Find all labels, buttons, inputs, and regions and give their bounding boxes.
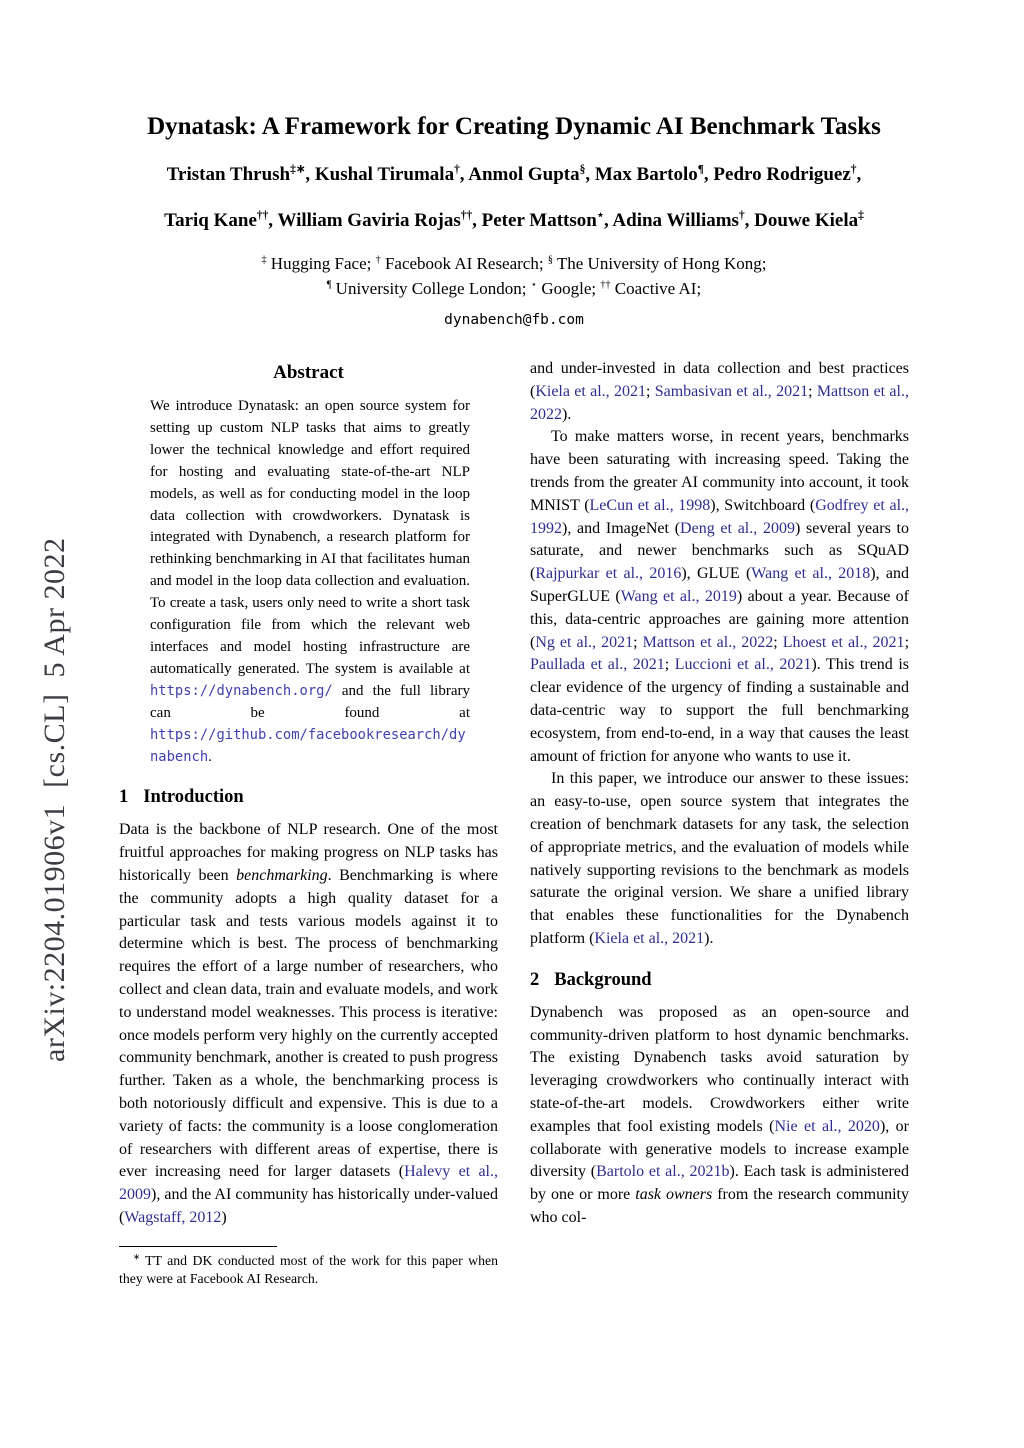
text-run: †	[454, 163, 460, 176]
intro-paragraph	[119, 819, 498, 1229]
text-run: †	[738, 209, 745, 222]
text-run: ).	[562, 405, 572, 423]
section-heading-introduction	[119, 787, 498, 808]
text-run: In this paper, we introduce our answer to these issues: an easy-to-use, open source system that integrates the creation of benchmark datasets for any task, the selection of appropriate metrics, and the evaluation of models while natively supporting revisions to the benchmark as models saturate the original version. We share a unified library that enables these functionalities for the Dynabench platform (	[530, 770, 909, 947]
text-run: Tariq Kane	[164, 210, 257, 231]
footnote-rule	[119, 1246, 277, 1247]
affiliation-line-1	[119, 254, 909, 274]
paper-title: Dynatask: A Framework for Creating Dynamic AI Benchmark Tasks	[147, 113, 881, 140]
citation-link[interactable]: Deng et al., 2009	[680, 519, 795, 537]
citation-link[interactable]: Sambasivan et al., 2021	[654, 382, 809, 400]
right-column	[530, 358, 909, 1289]
text-run: †	[375, 254, 381, 266]
text-run: §	[547, 254, 553, 266]
text-run: ,	[856, 164, 862, 185]
body-paragraph-contribution	[530, 768, 909, 950]
text-run: ¶	[326, 279, 332, 291]
text-run: , Adina Williams	[603, 210, 739, 231]
text-run: ⋆	[596, 209, 604, 222]
text-run: ⋆	[530, 279, 538, 291]
text-run: ) about a year. Because of this, data-centric approaches are gaining more attention (	[530, 587, 910, 651]
text-run: ). Each task is administered by one or more	[530, 1163, 909, 1204]
text-run: We introduce Dynatask: an open source system for setting up custom NLP tasks that aims to greatly lower the technical knowledge and effort required for hosting and evaluating state-of-the-art NLP models, as well as for conducting model in the loop data collection with crowdworkers. Dynatask is integrated with Dynabench, a research platform for rethinking benchmarking in AI that facilitates human and model in the loop data collection and evaluation. To create a task, users only need to write a short task configuration file from which the relevant web interfaces and model hosting infrastructure are automatically generated. The system is available at	[150, 398, 470, 677]
text-run: ), Switchboard (	[710, 496, 816, 514]
text-run: and the full library can be found at	[150, 682, 470, 721]
text-run: ††	[460, 209, 473, 222]
text-run: Data is the backbone of NLP research. One of the most fruitful approaches for making progress on NLP tasks has historically been	[119, 821, 498, 884]
text-run: Facebook AI Research;	[380, 254, 548, 273]
text-run: ) several years to saturate, and newer benchmarks such as SQuAD (	[530, 519, 909, 583]
section-title: Background	[554, 969, 652, 990]
abstract-text	[150, 396, 470, 768]
text-run: †	[850, 163, 857, 176]
text-run: )	[221, 1208, 227, 1226]
citation-link[interactable]: Mattson et al., 2022	[642, 633, 774, 651]
text-run: §	[579, 163, 586, 176]
text-run: TT and DK conducted most of the work for this paper when they were at Facebook AI Research.	[119, 1252, 498, 1287]
background-paragraph	[530, 1002, 909, 1230]
abstract-heading: Abstract	[273, 362, 344, 383]
text-run: ), and ImageNet (	[562, 519, 681, 537]
text-run: ;	[904, 633, 910, 651]
text-run: .	[208, 748, 212, 765]
text-run: ¶	[697, 163, 704, 176]
text-run: ), and SuperGLUE (	[530, 565, 910, 605]
text-run: , Anmol Gupta	[459, 164, 580, 185]
text-run: ), or collaborate with generative models to increase example diversity (	[530, 1117, 910, 1181]
url-link[interactable]: https://github.com/facebookresearch/dynabench	[150, 726, 466, 765]
text-run: from the research community who col-	[530, 1186, 909, 1226]
text-run: benchmarking	[236, 867, 328, 884]
citation-link[interactable]: Kiela et al., 2021	[535, 382, 646, 400]
text-run: task owners	[635, 1186, 713, 1204]
citation-link[interactable]: Mattson et al., 2022	[530, 382, 909, 423]
text-run: Tristan Thrush	[166, 164, 291, 185]
text-run: , Max Bartolo	[585, 164, 698, 185]
text-run: University College London;	[331, 279, 531, 298]
text-run: ), and the AI community has historically under-valued (	[119, 1186, 498, 1226]
text-run: ‡	[858, 209, 864, 222]
two-column-body	[119, 358, 909, 1289]
citation-link[interactable]: Luccioni et al., 2021	[674, 656, 812, 674]
author-line-1	[119, 164, 909, 186]
citation-link[interactable]: Wang et al., 2018	[751, 565, 871, 583]
text-run: ;	[664, 656, 675, 674]
citation-link[interactable]: Paullada et al., 2021	[530, 656, 665, 674]
citation-link[interactable]: Bartolo et al., 2021b	[596, 1163, 730, 1181]
author-line-2	[119, 210, 909, 232]
text-run: , Pedro Rodriguez	[703, 164, 851, 185]
text-run: and under-invested in data collection and best practices (	[530, 360, 909, 400]
text-run: , Kushal Tirumala	[305, 164, 455, 185]
section-number: 1	[119, 787, 129, 808]
text-run: , William Gaviria Rojas	[268, 210, 461, 231]
citation-link[interactable]: Halevy et al., 2009	[119, 1163, 498, 1204]
section-title: Introduction	[143, 787, 244, 808]
text-run: . Benchmarking is where the community adopts a high quality dataset for a particular task and tests various models against it to determine which is best. The process of benchmarking requires the effort of a large number of researchers, who collect and clean data, train and evaluate models, and work to understand model weaknesses. This process is iterative: once models perform very highly on the currently accepted community benchmark, another is created to push progress further. Taken as a whole, the benchmarking process is both notoriously difficult and expensive. This is due to a variety of facts: the community is a loose conglomeration of researchers with different areas of expertise, there is ever increasing need for larger datasets (	[119, 867, 499, 1181]
citation-link[interactable]: Lhoest et al., 2021	[782, 633, 905, 651]
text-run: To make matters worse, in recent years, benchmarks have been saturating with increasing speed. Taking the trends from the greater AI community into account, it took MNIST (	[530, 428, 909, 514]
citation-link[interactable]: Kiela et al., 2021	[594, 929, 705, 947]
section-heading-background	[530, 970, 909, 991]
text-run: Google;	[537, 279, 601, 298]
left-column	[119, 358, 498, 1289]
text-run: ‡∗	[290, 163, 306, 176]
citation-link[interactable]: Ng et al., 2021	[535, 633, 634, 651]
text-run: Hugging Face;	[266, 254, 376, 273]
text-run: , Peter Mattson	[472, 210, 597, 231]
citation-link[interactable]: Wang et al., 2019	[620, 587, 737, 605]
text-run: ). This trend is clear evidence of the urgency of finding a sustainable and data-centric way to support the full benchmarking ecosystem, from end-to-end, in a way that causes the least amount of friction for anyone who wants to use it.	[530, 656, 909, 765]
text-run: ).	[704, 929, 714, 947]
citation-link[interactable]: LeCun et al., 1998	[589, 496, 711, 514]
text-run: ;	[645, 382, 655, 400]
url-link[interactable]: https://dynabench.org/	[150, 682, 333, 699]
citation-link[interactable]: Rajpurkar et al., 2016	[535, 565, 682, 583]
text-run: ;	[773, 633, 783, 651]
text-run: ∗	[133, 1252, 140, 1262]
body-paragraph-continuation	[530, 358, 909, 426]
citation-link[interactable]: Nie et al., 2020	[774, 1117, 880, 1135]
section-number: 2	[530, 969, 540, 990]
body-paragraph-saturation	[530, 426, 909, 768]
text-run: The University of Hong Kong;	[552, 254, 767, 273]
arxiv-watermark: arXiv:2204.01906v1 [cs.CL] 5 Apr 2022	[38, 537, 71, 1062]
citation-link[interactable]: Godfrey et al., 1992	[530, 496, 910, 537]
text-run: ;	[808, 382, 817, 400]
affiliation-line-2	[119, 279, 909, 299]
text-run: ††	[256, 209, 269, 222]
text-run: ‡	[261, 254, 267, 266]
text-run: , Douwe Kiela	[744, 210, 859, 231]
text-run: ††	[600, 279, 611, 291]
citation-link[interactable]: Wagstaff, 2012	[124, 1208, 222, 1226]
text-run: Dynabench was proposed as an open-source and community-driven platform to host dynamic benchmarks. The existing Dynabench tasks avoid saturation by leveraging crowdworkers who continually interact with state-of-the-art models. Crowdworkers either write examples that fool existing models (	[530, 1003, 909, 1135]
paper-content	[119, 112, 909, 1289]
contact-email: dynabench@fb.com	[444, 312, 584, 328]
text-run: ;	[633, 633, 643, 651]
text-run: Coactive AI;	[610, 279, 702, 298]
footnote	[119, 1252, 498, 1289]
text-run: ), GLUE (	[681, 565, 752, 583]
